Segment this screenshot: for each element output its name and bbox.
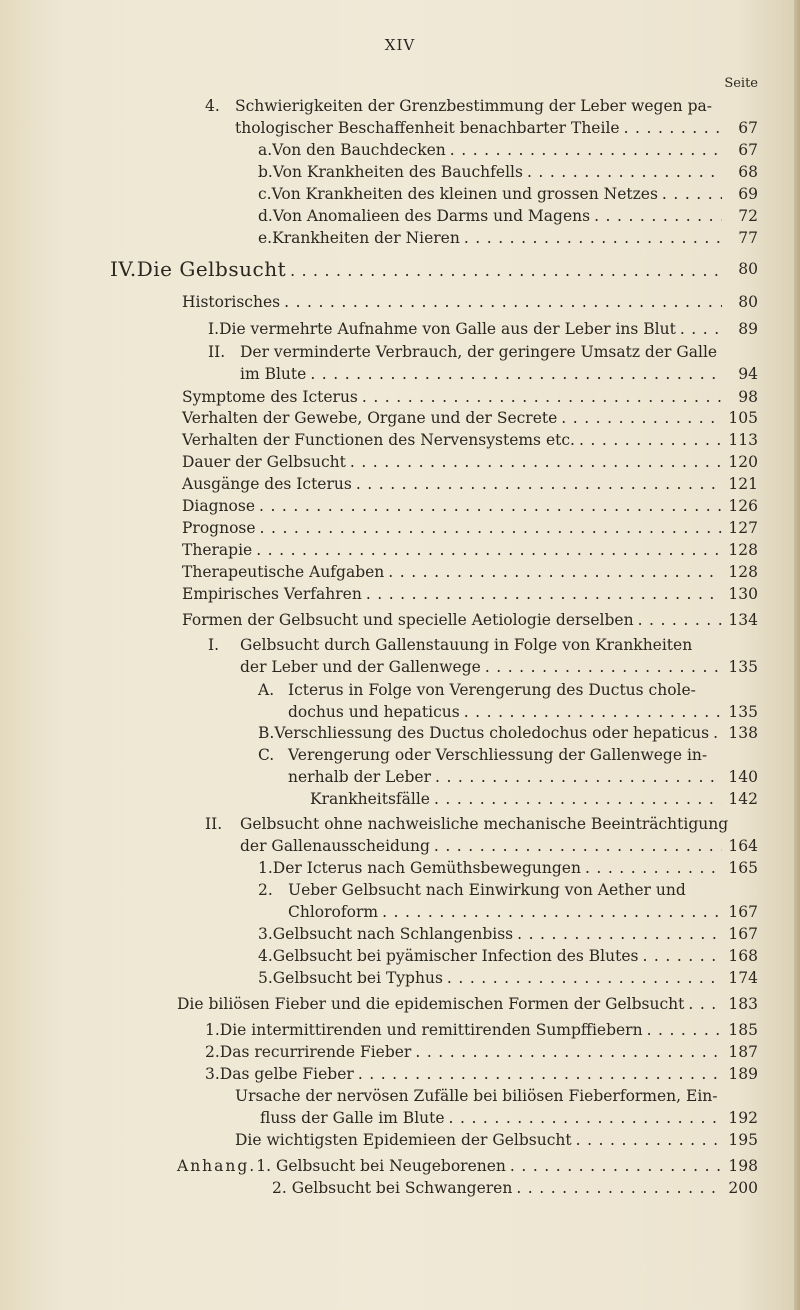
toc-entry [240,363,728,385]
dot-leader [382,901,722,923]
toc-entry [208,341,728,363]
dot-leader [310,363,722,385]
toc-entry-title: Die biliösen Fieber und die epidemischen Formen der Gelbsucht [177,995,685,1013]
toc-entry-number: IV. [110,257,137,281]
toc-entry [258,139,728,161]
toc-page-number: 140 [728,768,758,786]
toc-page-number: 168 [728,947,758,965]
toc-entry-number: c. [258,185,272,203]
toc-page-number: 198 [728,1157,758,1175]
toc-page-number: 138 [728,724,758,742]
toc-entry-number: 1. [258,859,273,877]
toc-entry-title: Diagnose [182,497,255,515]
dot-leader [434,835,722,857]
toc-entry [258,879,728,901]
toc-entry [272,1177,728,1199]
toc-entry-title: Verhalten der Functionen des Nervensystems etc. [182,431,575,449]
toc-entry-title: Die wichtigsten Epidemieen der Gelbsucht [235,1131,572,1149]
toc-entry [205,95,728,117]
toc-entry [258,857,728,879]
toc-entry-title: Von Anomalieen des Darms und Magens [272,207,591,225]
toc-entry-number: e. [258,229,273,247]
toc-entry-number: 3. [205,1065,220,1083]
toc-entry-number: B. [258,724,275,742]
toc-entry [258,227,728,249]
toc-page-number: 134 [728,611,758,629]
toc-entry-title: Die Gelbsucht [136,257,287,281]
dot-leader [290,260,722,282]
dot-leader [594,205,722,227]
toc-entry-title: Prognose [182,519,256,537]
toc-entry [258,923,728,945]
toc-page-number: 126 [728,497,758,515]
toc-entry-title: Empirisches Verfahren [182,585,362,603]
dot-leader [624,117,722,139]
dot-leader [485,656,722,678]
toc-entry-title: 1. Gelbsucht bei Neugeborenen [256,1157,506,1175]
dot-leader [688,993,722,1015]
toc-entry [208,318,728,340]
toc-entry [208,634,728,656]
toc-entry-number: Anhang. [177,1157,257,1175]
toc-entry-title: Die vermehrte Aufnahme von Galle aus der Leber ins Blut [219,320,676,338]
dot-leader [260,517,722,539]
dot-leader [647,1019,722,1041]
toc-entry-title: Der verminderte Verbrauch, der geringere Umsatz der Galle [240,343,718,361]
toc-entry [182,583,728,605]
toc-page-number: 67 [738,119,758,137]
toc-entry-number: 3. [258,925,273,943]
dot-leader [450,139,722,161]
toc-entry-title: Gelbsucht durch Gallenstauung in Folge von Krankheiten [240,636,693,654]
toc-entry-title: Historisches [182,293,281,311]
dot-leader [517,923,722,945]
toc-page-number: 195 [728,1131,758,1149]
seite-label: Seite [724,76,758,91]
toc-entry [260,1107,728,1129]
toc-entry-title: 2. Gelbsucht bei Schwangeren [272,1179,513,1197]
toc-entry-title: Therapeutische Aufgaben [182,563,385,581]
toc-entry [258,945,728,967]
toc-entry [288,701,728,723]
dot-leader [464,701,722,723]
toc-entry [258,967,728,989]
toc-entry-title: Von Krankheiten des Bauchfells [272,163,523,181]
toc-page-number: 113 [728,431,758,449]
toc-entry-title: Gelbsucht bei pyämischer Infection des Blutes [272,947,639,965]
page-edge [794,0,800,1310]
dot-leader [362,386,722,408]
toc-page-number: 127 [728,519,758,537]
toc-entry [258,161,728,183]
toc-entry [235,117,728,139]
toc-entry-title: Der Icterus nach Gemüthsbewegungen [272,859,581,877]
toc-entry [182,539,728,561]
toc-entry-title: der Leber und der Gallenwege [240,658,481,676]
toc-entry [288,901,728,923]
toc-entry-number: I. [208,636,220,654]
toc-page-number: 135 [728,658,758,676]
toc-entry-title: Verschliessung des Ductus choledochus oder hepaticus [274,724,710,742]
dot-leader [259,495,722,517]
toc-entry-title: Schwierigkeiten der Grenzbestimmung der Leber wegen pa- [235,97,712,115]
dot-leader [516,1177,722,1199]
toc-entry-title: Symptome des Icterus [182,388,358,406]
toc-entry-title: im Blute [240,365,307,383]
dot-leader [579,429,722,451]
toc-entry-title: Gelbsucht ohne nachweisliche mechanische Beeinträchtigung [240,815,729,833]
dot-leader [366,583,722,605]
dot-leader [576,1129,722,1151]
dot-leader [356,473,722,495]
toc-entry [258,205,728,227]
page-number: XIV [384,36,416,54]
dot-leader [350,451,722,473]
toc-page-number: 174 [728,969,758,987]
toc-entry-number: II. [208,343,226,361]
toc-page-number: 185 [728,1021,758,1039]
toc-page-number: 80 [738,293,758,311]
toc-page-number: 77 [738,229,758,247]
toc-entry-number: b. [258,163,273,181]
dot-leader [713,722,722,744]
toc-page-number: 142 [728,790,758,808]
toc-entry [205,1041,728,1063]
toc-entry [235,1129,728,1151]
dot-leader [642,945,722,967]
toc-entry-title: Die intermittirenden und remittirenden Sumpffiebern [219,1021,643,1039]
toc-entry-title: dochus und hepaticus [288,703,460,721]
dot-leader [256,539,722,561]
toc-entry [182,517,728,539]
toc-entry [182,429,728,451]
toc-entry-title: Krankheitsfälle [310,790,430,808]
toc-entry [177,1155,728,1177]
toc-entry-number: C. [258,746,275,764]
toc-entry-number: I. [208,320,220,338]
toc-page-number: 200 [728,1179,758,1197]
toc-entry [240,656,728,678]
toc-entry-title: Verhalten der Gewebe, Organe und der Secrete [182,409,558,427]
toc-page-number: 67 [738,141,758,159]
toc-entry-title: Dauer der Gelbsucht [182,453,346,471]
toc-page-number: 187 [728,1043,758,1061]
toc-entry [235,1085,728,1107]
toc-page-number: 121 [728,475,758,493]
toc-entry-title: Das recurrirende Fieber [219,1043,412,1061]
toc-entry [205,1019,728,1041]
toc-entry-number: d. [258,207,273,225]
toc-entry-title: Von Krankheiten des kleinen und grossen Netzes [271,185,658,203]
toc-entry [240,835,728,857]
toc-page-number: 167 [728,925,758,943]
toc-page-number: 68 [738,163,758,181]
toc-entry-title: Verengerung oder Verschliessung der Gallenwege in- [288,746,708,764]
toc-entry-number: A. [258,681,275,699]
dot-leader [415,1041,722,1063]
toc-page-number: 192 [728,1109,758,1127]
toc-entry-title: nerhalb der Leber [288,768,431,786]
toc-entry [182,495,728,517]
dot-leader [434,788,722,810]
toc-entry-title: Ursache der nervösen Zufälle bei biliösen Fieberformen, Ein- [235,1087,718,1105]
toc-entry-title: Ueber Gelbsucht nach Einwirkung von Aether und [288,881,686,899]
dot-leader [464,227,722,249]
toc-entry [258,744,728,766]
toc-entry-number: 1. [205,1021,220,1039]
toc-entry [205,1063,728,1085]
toc-entry-title: Icterus in Folge von Verengerung des Ductus chole- [288,681,696,699]
toc-entry-title: Gelbsucht nach Schlangenbiss [272,925,514,943]
toc-entry [288,766,728,788]
toc-entry-number: a. [258,141,273,159]
toc-entry-number: 5. [258,969,273,987]
toc-page-number: 89 [738,320,758,338]
toc-page-number: 120 [728,453,758,471]
toc-entry-title: Gelbsucht bei Typhus [272,969,443,987]
toc-page-number: 189 [728,1065,758,1083]
toc-page-number: 164 [728,837,758,855]
toc-entry-number: 4. [205,97,220,115]
toc-entry [182,473,728,495]
toc-entry [258,183,728,205]
toc-entry-title: Formen der Gelbsucht und specielle Aetiologie derselben [182,611,634,629]
toc-entry-number: 2. [258,881,273,899]
toc-entry [177,993,728,1015]
toc-page-number: 135 [728,703,758,721]
toc-entry-number: 2. [205,1043,220,1061]
dot-leader [527,161,722,183]
dot-leader [447,967,722,989]
dot-leader [449,1107,722,1129]
toc-entry-title: thologischer Beschaffenheit benachbarter Theile [235,119,620,137]
toc-page-number: 80 [738,260,758,278]
toc-entry [182,291,728,313]
toc-entry-number: II. [205,815,223,833]
toc-entry [182,386,728,408]
toc-entry-title: fluss der Galle im Blute [260,1109,445,1127]
toc-entry [258,679,728,701]
toc-entry-title: Das gelbe Fieber [219,1065,354,1083]
toc-entry-title: Therapie [182,541,253,559]
dot-leader [435,766,722,788]
toc-entry [258,722,728,744]
toc-entry-title: Chloroform [288,903,379,921]
toc-entry [110,258,728,280]
dot-leader [358,1063,722,1085]
toc-page-number: 105 [728,409,758,427]
toc-entry [182,609,728,631]
dot-leader [680,318,722,340]
dot-leader [662,183,722,205]
toc-page-number: 98 [738,388,758,406]
toc-entry [310,788,728,810]
toc-entry-number: 4. [258,947,273,965]
toc-page-number: 128 [728,563,758,581]
toc-page-number: 130 [728,585,758,603]
toc-entry [182,451,728,473]
toc-page-number: 94 [738,365,758,383]
toc-entry [205,813,728,835]
toc-entry-title: Krankheiten der Nieren [272,229,460,247]
toc-page-number: 167 [728,903,758,921]
toc-entry [182,561,728,583]
dot-leader [510,1155,722,1177]
dot-leader [585,857,722,879]
dot-leader [388,561,722,583]
toc-page-number: 128 [728,541,758,559]
dot-leader [561,407,722,429]
dot-leader [638,609,722,631]
toc-page-number: 69 [738,185,758,203]
toc-page-number: 183 [728,995,758,1013]
toc-entry [182,407,728,429]
toc-entry-title: der Gallenausscheidung [240,837,430,855]
toc-page-number: 72 [738,207,758,225]
toc-entry-title: Ausgänge des Icterus [182,475,352,493]
toc-page-number: 165 [728,859,758,877]
toc-entry-title: Von den Bauchdecken [272,141,446,159]
dot-leader [284,291,722,313]
